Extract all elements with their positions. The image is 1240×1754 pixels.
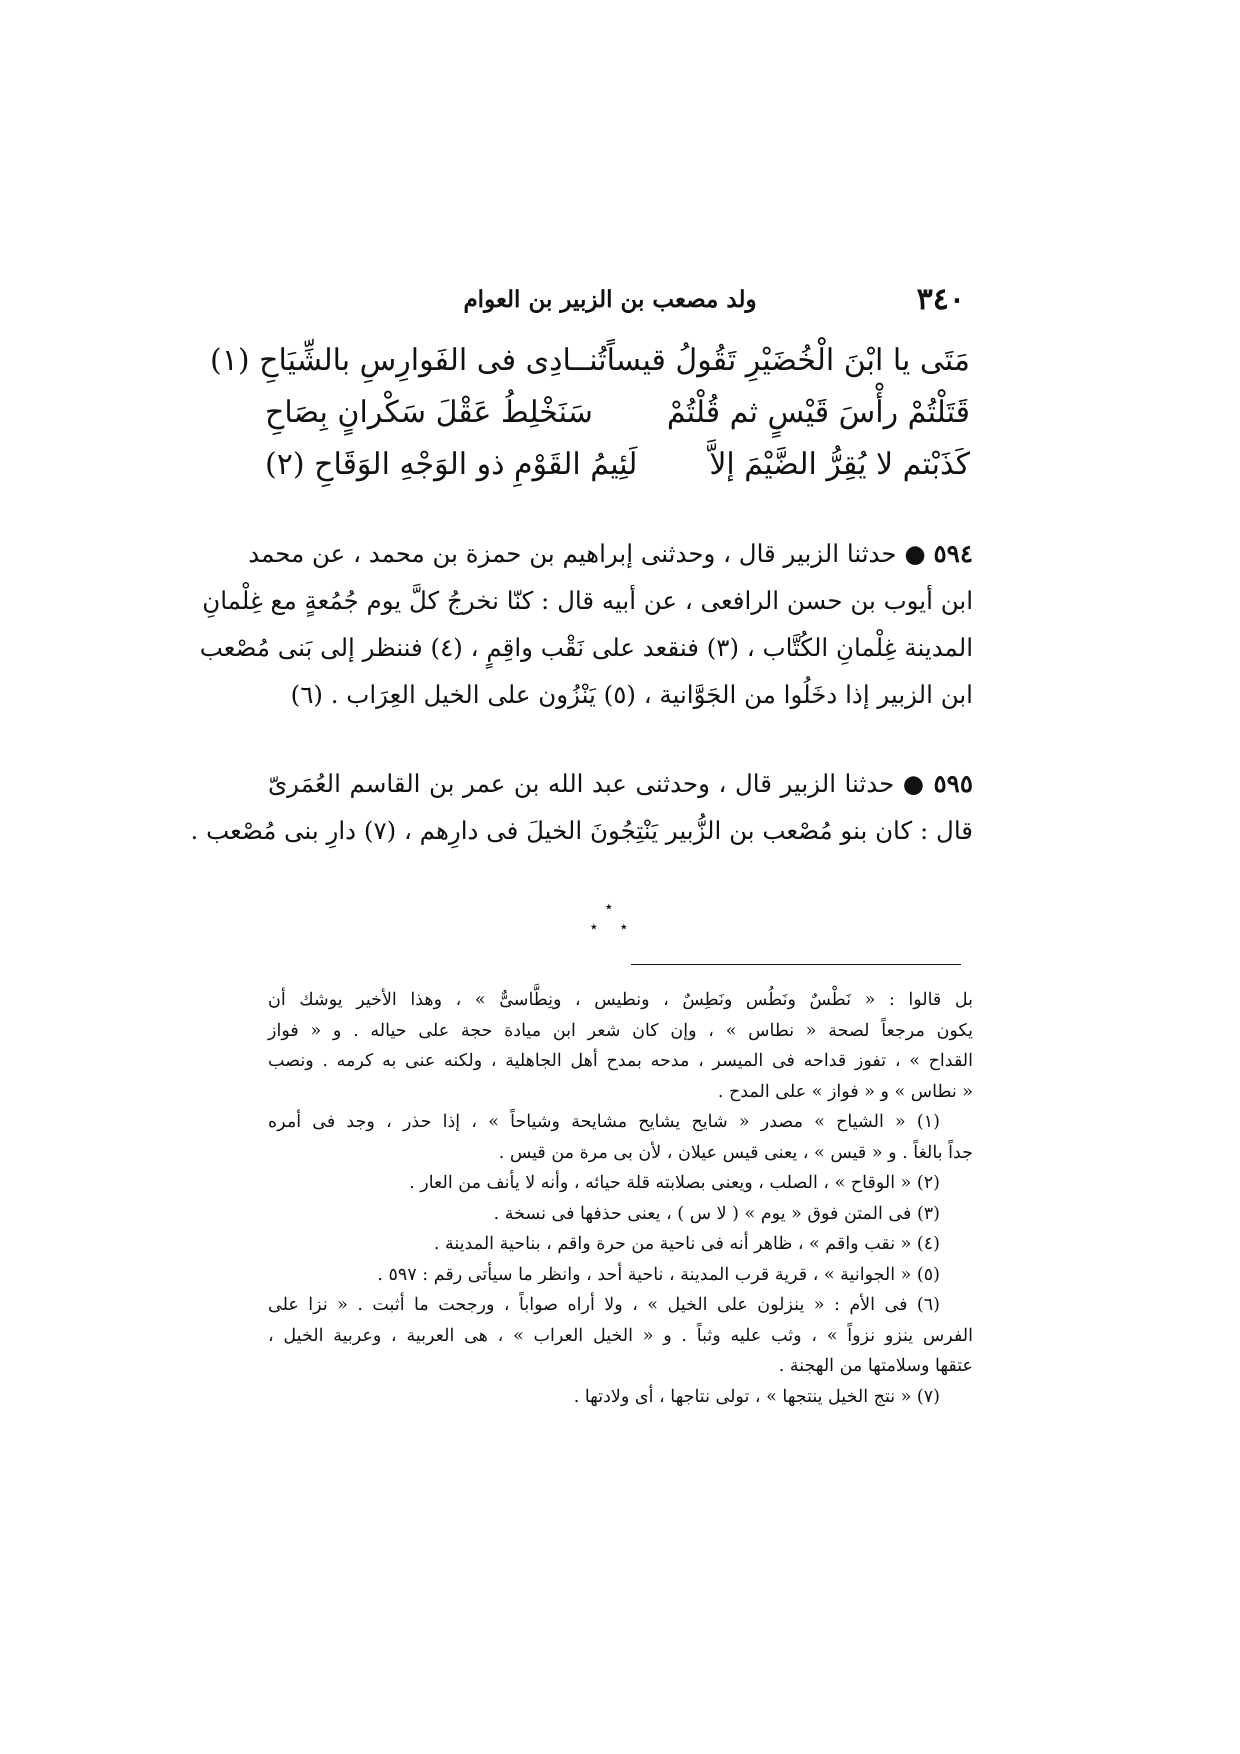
ornament-star-icon: ٭ [590,919,598,935]
footnote-5: (٥) « الجوانية » ، قرية قرب المدينة ، ناحية أحد ، وانظر ما سيأتى رقم : ٥٩٧ . [377,1264,940,1285]
ornament-star-icon: ٭ [605,899,613,915]
paragraph-number: ٥٩٥ [933,769,973,798]
verse-second-hemistich: لَئِيمُ القَوْمِ ذو الوَجْهِ الوَقَاحِ (٢) [265,447,638,482]
verse-second-hemistich: تُنــادِى فى الفَوارِسِ بالشِّيَاحِ (١) [210,343,607,378]
footnote-7: (٧) « نتج الخيل ينتجها » ، تولى نتاجها ، أى ولادتها . [573,1386,940,1407]
paragraph-number: ٥٩٤ [933,539,973,568]
ornament-star-icon: ٭ [620,919,628,935]
footnote-4: (٤) « نقب واقم » ، ظاهر أنه فى ناحية من حرة واقم ، بناحية المدينة . [433,1234,940,1254]
footnote-6: (٦) فى الأم : « ينزلون على الخيل » ، ولا أراه صواباً ، ورجحت ما أثبت . « نزا على [268,1295,940,1315]
footnote-line: القداح » ، تفوز قداحه فى الميسر ، مدحه بمدح أهل الجاهلية ، ولكنه عنى به كرمه . ونصب [268,1051,973,1071]
section-ornament [582,900,642,940]
paragraph-line: قال : كان بنو مُصْعب بن الزُّبير يَنْتِجُونَ الخيلَ فى دارِهم ، (٧) دارِ بنى مُصْعب . [190,816,973,845]
verse-second-hemistich: سَنَخْلِطُ عَقْلَ سَكْرانٍ بِصَاحِ [265,395,593,430]
footnote-line: بل قالوا : « نَطْسٌ ونَطُس ونَطِسٌ ، ونطيس ، ونِطَّاسىٌّ » ، وهذا الأخير يوشك أن [268,990,973,1010]
verse-first-hemistich: قَتَلْتُمْ رأْسَ قَيْسٍ ثم قُلْتُمْ [666,395,970,430]
verse-first-hemistich: كَذَبْتم لا يُقِرُّ الضَّيْمَ إلاَّ [709,447,970,482]
footnote-3: (٣) فى المتن فوق « يوم » ( لا س ) ، يعنى حذفها فى نسخة . [493,1203,940,1224]
footnote-line: « نطاس » و « فواز » على المدح . [717,1081,973,1102]
paragraph-line: ابن أيوب بن حسن الرافعى ، عن أبيه قال : كنّا نخرجُ كلَّ يوم جُمُعةٍ مع غِلْمانِ [202,586,973,615]
paragraph-text: حدثنا الزبير قال ، وحدثنى عبد الله بن عمر بن القاسم العُمَرىّ [268,769,895,798]
footnote-line: الفرس ينزو نزواً » ، وثب عليه وثباً . و « الخيل العراب » ، هى العربية ، وعربية الخيل ، [268,1325,973,1346]
page-number: ٣٤٠ [916,282,965,317]
paragraph-595 [190,760,973,854]
poem-verses [210,335,970,491]
verse-line [265,387,970,439]
footnote-line: يكون مرجعاً لصحة « نطاس » ، وإن كان شعر ابن ميادة حجة على حياله . و « فواز [268,1020,973,1041]
verse-line [210,335,970,387]
running-title: ولد مصعب بن الزبير بن العوام [463,286,757,313]
footnote-line: عتقها وسلامتها من الهجنة . [778,1356,973,1376]
running-head [255,282,965,322]
verse-line [265,439,970,491]
footnote-2: (٢) « الوقاح » ، الصلب ، ويعنى بصلابته قلة حيائه ، وأنه لا يأنف من العار . [409,1173,940,1193]
paragraph-line: ابن الزبير إذا دخَلُوا من الجَوَّانية ، (٥) يَنْزُون على الخيل العِرَاب . (٦) [290,680,973,709]
footnotes [268,985,973,1412]
paragraph-line: المدينة غِلْمانِ الكُتَّاب ، (٣) فنقعد على نَقْب واقِمٍ ، (٤) فننظر إلى بَنى مُصْعب [199,633,973,662]
paragraph-line: ٥٩٥ ● حدثنا الزبير قال ، وحدثنى عبد الله بن عمر بن القاسم العُمَرىّ [268,769,973,798]
paragraph-line: ٥٩٤ ● حدثنا الزبير قال ، وحدثنى إبراهيم بن حمزة بن محمد ، عن محمد [248,539,973,568]
verse-first-hemistich: مَتَى يا ابْنَ الْخُضَيْرِ تَقُولُ قيساً [606,343,970,378]
footnote-1: (١) « الشياح » مصدر « شايح يشايح مشايحة وشياحاً » ، إذا حذر ، وجد فى أمره [268,1112,940,1132]
paragraph-594 [199,530,973,718]
paragraph-text: حدثنا الزبير قال ، وحدثنى إبراهيم بن حمزة بن محمد ، عن محمد [248,539,897,568]
footnote-separator [631,964,961,965]
footnote-line: جداً بالغاً . و « قيس » ، يعنى قيس عيلان ، لأن بى مرة من قيس . [498,1142,973,1163]
